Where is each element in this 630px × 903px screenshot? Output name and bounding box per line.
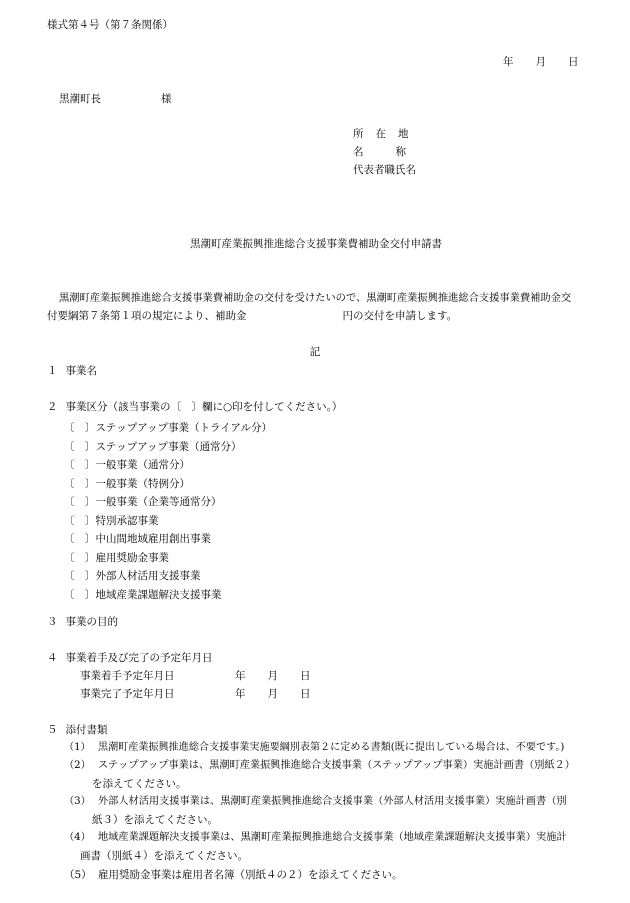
attachment-1-number: （1）	[64, 742, 91, 753]
attachment-2-number: （2）	[64, 760, 91, 771]
section-2-number: ２	[47, 401, 58, 413]
applicant-address-label: 所在地	[353, 128, 421, 140]
end-year: 年	[235, 688, 246, 700]
body-line-2a: 付要綱第７条第１項の規定により、補助金	[47, 310, 247, 322]
category-checkbox[interactable]: 〔 〕	[64, 477, 96, 490]
attachment-4-number: （4）	[64, 832, 91, 843]
end-day: 日	[300, 688, 311, 700]
date-line	[503, 57, 579, 68]
section-3-label: 事業の目的	[65, 616, 118, 628]
section-1	[47, 366, 97, 377]
section-3	[47, 617, 118, 628]
body-line-1: 黒潮町産業振興推進総合支援事業費補助金の交付を受けたいので、黒潮町産業振興推進総合支援事業費補助金交	[59, 292, 572, 304]
attachment-5	[64, 870, 403, 881]
applicant-rep-label: 代表者職氏名	[353, 164, 416, 176]
section-4	[47, 653, 213, 664]
attachment-1	[64, 743, 564, 753]
start-year: 年	[235, 670, 246, 682]
category-label: 地域産業課題解決支援事業	[95, 588, 222, 601]
attachment-3-cont: 紙３）を添えてください。	[92, 814, 218, 826]
attachment-4-text: 地域産業課題解決支援事業は、黒潮町産業振興推進総合支援事業（地域産業課題解決支援事業）実施計	[98, 832, 567, 843]
category-item	[64, 475, 272, 494]
category-label: ステップアップ事業（トライアル分）	[95, 422, 273, 434]
category-checkbox[interactable]: 〔 〕	[64, 440, 96, 453]
addressee-honorific: 様	[161, 93, 172, 105]
category-item	[64, 419, 272, 438]
attachment-5-text: 雇用奨励金事業は雇用者名簿（別紙４の２）を添えてください。	[98, 869, 403, 881]
category-label: 一般事業（企業等通常分）	[95, 496, 222, 508]
end-month: 月	[267, 688, 278, 700]
category-label: 雇用奨励金事業	[95, 551, 169, 564]
attachment-4	[64, 833, 567, 843]
end-date-label: 事業完了予定年月日	[80, 688, 175, 700]
date-month: 月	[535, 56, 546, 68]
category-checkbox[interactable]: 〔 〕	[64, 551, 96, 564]
attachment-1-text: 黒潮町産業振興推進総合支援事業実施要綱別表第２に定める書類(既に提出している場合は、不要です。)	[98, 742, 565, 753]
attachment-2-cont: を添えてください。	[92, 778, 187, 790]
date-day: 日	[568, 56, 579, 68]
category-item	[64, 512, 272, 531]
category-checkbox[interactable]: 〔 〕	[64, 459, 96, 471]
start-date-row	[80, 671, 311, 682]
attachment-3-text: 外部人材活用支援事業は、黒潮町産業振興推進総合支援事業（外部人材活用支援事業）実施計画書（別	[98, 796, 567, 807]
category-checkbox[interactable]: 〔 〕	[64, 588, 96, 601]
ki-heading: 記	[309, 346, 321, 358]
category-checkbox[interactable]: 〔 〕	[64, 514, 96, 527]
start-day: 日	[300, 670, 311, 682]
category-checkbox[interactable]: 〔 〕	[64, 496, 96, 508]
category-label: 外部人材活用支援事業	[95, 570, 201, 582]
attachment-3-number: （3）	[64, 796, 91, 807]
attachment-5-number: （5）	[64, 869, 92, 881]
attachment-3	[64, 797, 567, 807]
attachment-2-text: ステップアップ事業は、黒潮町産業振興推進総合支援事業（ステップアップ事業）実施計画書（別紙２）	[98, 760, 575, 771]
category-checkbox[interactable]: 〔 〕	[64, 422, 96, 434]
section-5-label: 添付書類	[65, 724, 108, 736]
category-list	[64, 419, 272, 604]
section-3-number: ３	[47, 616, 58, 628]
form-number: 様式第４号（第７条関係）	[47, 19, 173, 31]
addressee-name: 黒潮町長	[59, 93, 101, 105]
start-date-label: 事業着手予定年月日	[80, 670, 175, 682]
category-item	[64, 493, 272, 512]
attachment-4-cont: 画書（別紙４）を添えてください。	[80, 850, 248, 862]
section-2-label: 事業区分（該当事業の〔 〕欄に○印を付してください。）	[65, 401, 343, 413]
category-item	[64, 530, 272, 549]
category-item	[64, 549, 272, 568]
section-5	[47, 725, 108, 736]
category-label: 一般事業（通常分）	[95, 459, 190, 471]
section-1-label: 事業名	[65, 365, 97, 377]
category-label: 中山間地域雇用創出事業	[95, 533, 211, 545]
category-item	[64, 586, 272, 605]
category-checkbox[interactable]: 〔 〕	[64, 570, 96, 582]
applicant-name-label: 名称	[353, 146, 438, 158]
category-label: 特別承認事業	[95, 514, 159, 527]
category-item	[64, 438, 272, 457]
section-2	[47, 402, 342, 413]
document-title: 黒潮町産業振興推進総合支援事業費補助金交付申請書	[190, 238, 442, 250]
category-label: ステップアップ事業（通常分）	[95, 440, 242, 453]
category-checkbox[interactable]: 〔 〕	[64, 533, 96, 545]
category-item	[64, 456, 272, 475]
start-month: 月	[267, 670, 278, 682]
category-item	[64, 567, 272, 586]
attachment-2	[64, 761, 575, 771]
body-line-2	[47, 311, 457, 322]
section-4-label: 事業着手及び完了の予定年月日	[65, 652, 213, 664]
body-line-2b: 円の交付を申請します。	[342, 310, 458, 322]
section-4-number: ４	[47, 652, 58, 664]
date-year: 年	[503, 56, 514, 68]
section-1-number: １	[47, 365, 58, 377]
end-date-row	[80, 689, 311, 700]
category-label: 一般事業（特例分）	[95, 477, 190, 490]
section-5-number: ５	[47, 724, 58, 736]
